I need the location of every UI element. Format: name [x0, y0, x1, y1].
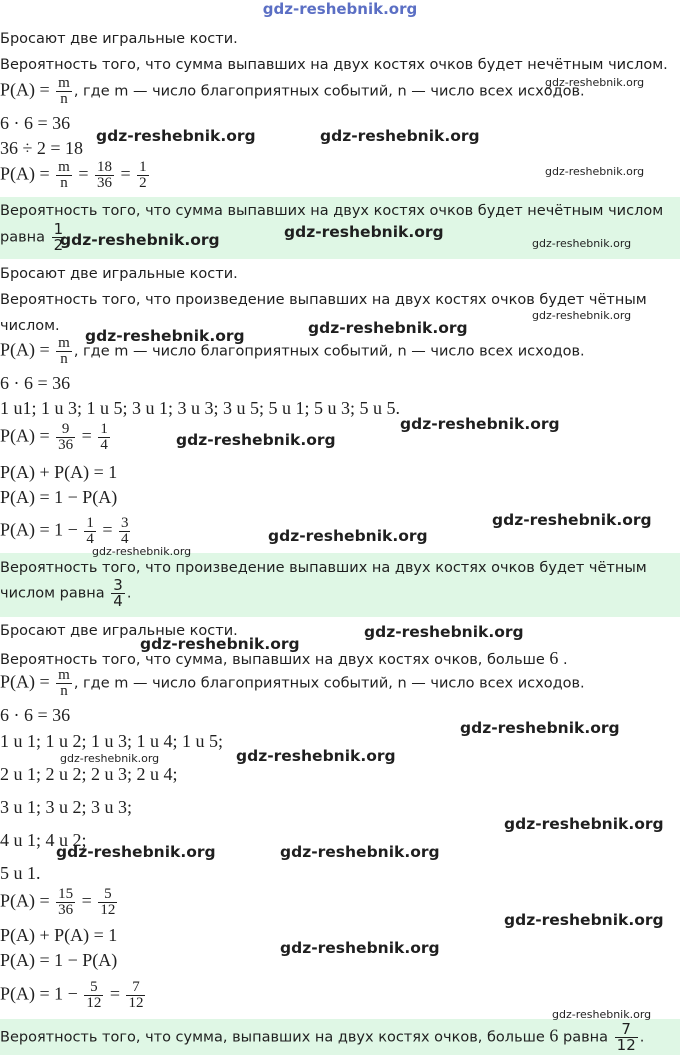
task2-question: Вероятность того, что произведение выпавших на двух костях очков будет чётным: [0, 292, 647, 308]
task3-result: P(A) = 1 − $\frac{5}{12}$ = $\frac{7}{12}$: [0, 979, 144, 1011]
site-header-link[interactable]: gdz-reshebnik.org: [262, 0, 418, 18]
watermark: gdz-reshebnik.org: [492, 511, 652, 529]
task2-pairs: 1 u1; 1 u 3; 1 u 5; 3 u 1; 3 u 3; 3 u 5; 5 u 1; 5 u 3; 5 u 5.: [0, 398, 401, 418]
task3-question: Вероятность того, что сумма, выпавших на двух костях очков, больше 6 .: [0, 648, 568, 668]
task2-sum: P(A) + P(A) = 1: [0, 462, 118, 482]
task1-calc: P(A) = $\frac{m}{n}$ = $\frac{18}{36}$ = $\frac{1}{2}$: [0, 159, 147, 191]
task3-row3: 3 u 1; 3 u 2; 3 u 3;: [0, 797, 133, 817]
task2-answer-line2: числом равна $\frac{3}{4}$ .: [0, 576, 132, 610]
watermark: gdz-reshebnik.org: [504, 911, 664, 929]
task2-total: 6 · 6 = 36: [0, 373, 71, 393]
watermark: gdz-reshebnik.org: [504, 815, 664, 833]
watermark: gdz-reshebnik.org: [532, 309, 632, 322]
task1-answer: Вероятность того, что сумма выпавших на двух костях очков будет нечётным числом: [0, 203, 664, 219]
watermark: gdz-reshebnik.org: [308, 319, 468, 337]
watermark: gdz-reshebnik.org: [140, 635, 300, 653]
watermark: gdz-reshebnik.org: [92, 545, 192, 558]
task2-pbar: P(A) = $\frac{9}{36}$ = $\frac{1}{4}$: [0, 421, 108, 453]
task3-row1: 1 u 1; 1 u 2; 1 u 3; 1 u 4; 1 u 5;: [0, 731, 224, 751]
task3-formula: P(A) = $\frac{m}{n}$ , где m — число благоприятных событий, n — число всех исходов.: [0, 667, 585, 699]
task3-answer: Вероятность того, что сумма, выпавших на двух костях очков, больше 6 равна $\frac{7}{12}$ .: [0, 1020, 645, 1054]
task1-question: Вероятность того, что сумма выпавших на двух костях очков будет нечётным числом.: [0, 57, 668, 73]
task2-formula: P(A) = $\frac{m}{n}$ , где m — число благоприятных событий, n — число всех исходов.: [0, 335, 585, 367]
task3-complement: P(A) = 1 − P(A): [0, 950, 118, 970]
watermark: gdz-reshebnik.org: [85, 327, 245, 345]
watermark: gdz-reshebnik.org: [545, 76, 645, 89]
watermark: gdz-reshebnik.org: [60, 231, 220, 249]
watermark: gdz-reshebnik.org: [532, 237, 632, 250]
watermark: gdz-reshebnik.org: [236, 747, 396, 765]
watermark: gdz-reshebnik.org: [552, 1008, 652, 1021]
task2-question-line2: числом.: [0, 318, 60, 334]
task2-complement: P(A) = 1 − P(A): [0, 487, 118, 507]
watermark: gdz-reshebnik.org: [280, 939, 440, 957]
watermark: gdz-reshebnik.org: [400, 415, 560, 433]
task2-result: P(A) = 1 − $\frac{1}{4}$ = $\frac{3}{4}$: [0, 515, 129, 547]
task3-row2: 2 u 1; 2 u 2; 2 u 3; 2 u 4;: [0, 764, 178, 784]
watermark: gdz-reshebnik.org: [176, 431, 336, 449]
task1-total: 6 · 6 = 36: [0, 113, 71, 133]
watermark: gdz-reshebnik.org: [96, 127, 256, 145]
watermark: gdz-reshebnik.org: [284, 223, 444, 241]
watermark: gdz-reshebnik.org: [364, 623, 524, 641]
task3-sum: P(A) + P(A) = 1: [0, 925, 118, 945]
task1-answer-line2: равна $\frac{1}{2}$: [0, 220, 64, 254]
watermark: gdz-reshebnik.org: [268, 527, 428, 545]
watermark: gdz-reshebnik.org: [60, 752, 160, 765]
watermark: gdz-reshebnik.org: [460, 719, 620, 737]
watermark: gdz-reshebnik.org: [56, 843, 216, 861]
task1-half: 36 ÷ 2 = 18: [0, 138, 84, 158]
task3-intro: Бросают две игральные кости.: [0, 623, 238, 639]
watermark: gdz-reshebnik.org: [545, 165, 645, 178]
task2-answer: Вероятность того, что произведение выпавших на двух костях очков будет чётным: [0, 560, 647, 576]
task2-intro: Бросают две игральные кости.: [0, 266, 238, 282]
task1-formula: P(A) = $\frac{m}{n}$ , где m — число благоприятных событий, n — число всех исходов.: [0, 75, 585, 107]
task3-row4: 4 u 1; 4 u 2;: [0, 830, 87, 850]
task3-row5: 5 u 1.: [0, 863, 41, 883]
task3-pbar: P(A) = $\frac{15}{36}$ = $\frac{5}{12}$: [0, 886, 116, 918]
watermark: gdz-reshebnik.org: [280, 843, 440, 861]
watermark: gdz-reshebnik.org: [320, 127, 480, 145]
task3-total: 6 · 6 = 36: [0, 705, 71, 725]
task1-intro: Бросают две игральные кости.: [0, 31, 238, 47]
